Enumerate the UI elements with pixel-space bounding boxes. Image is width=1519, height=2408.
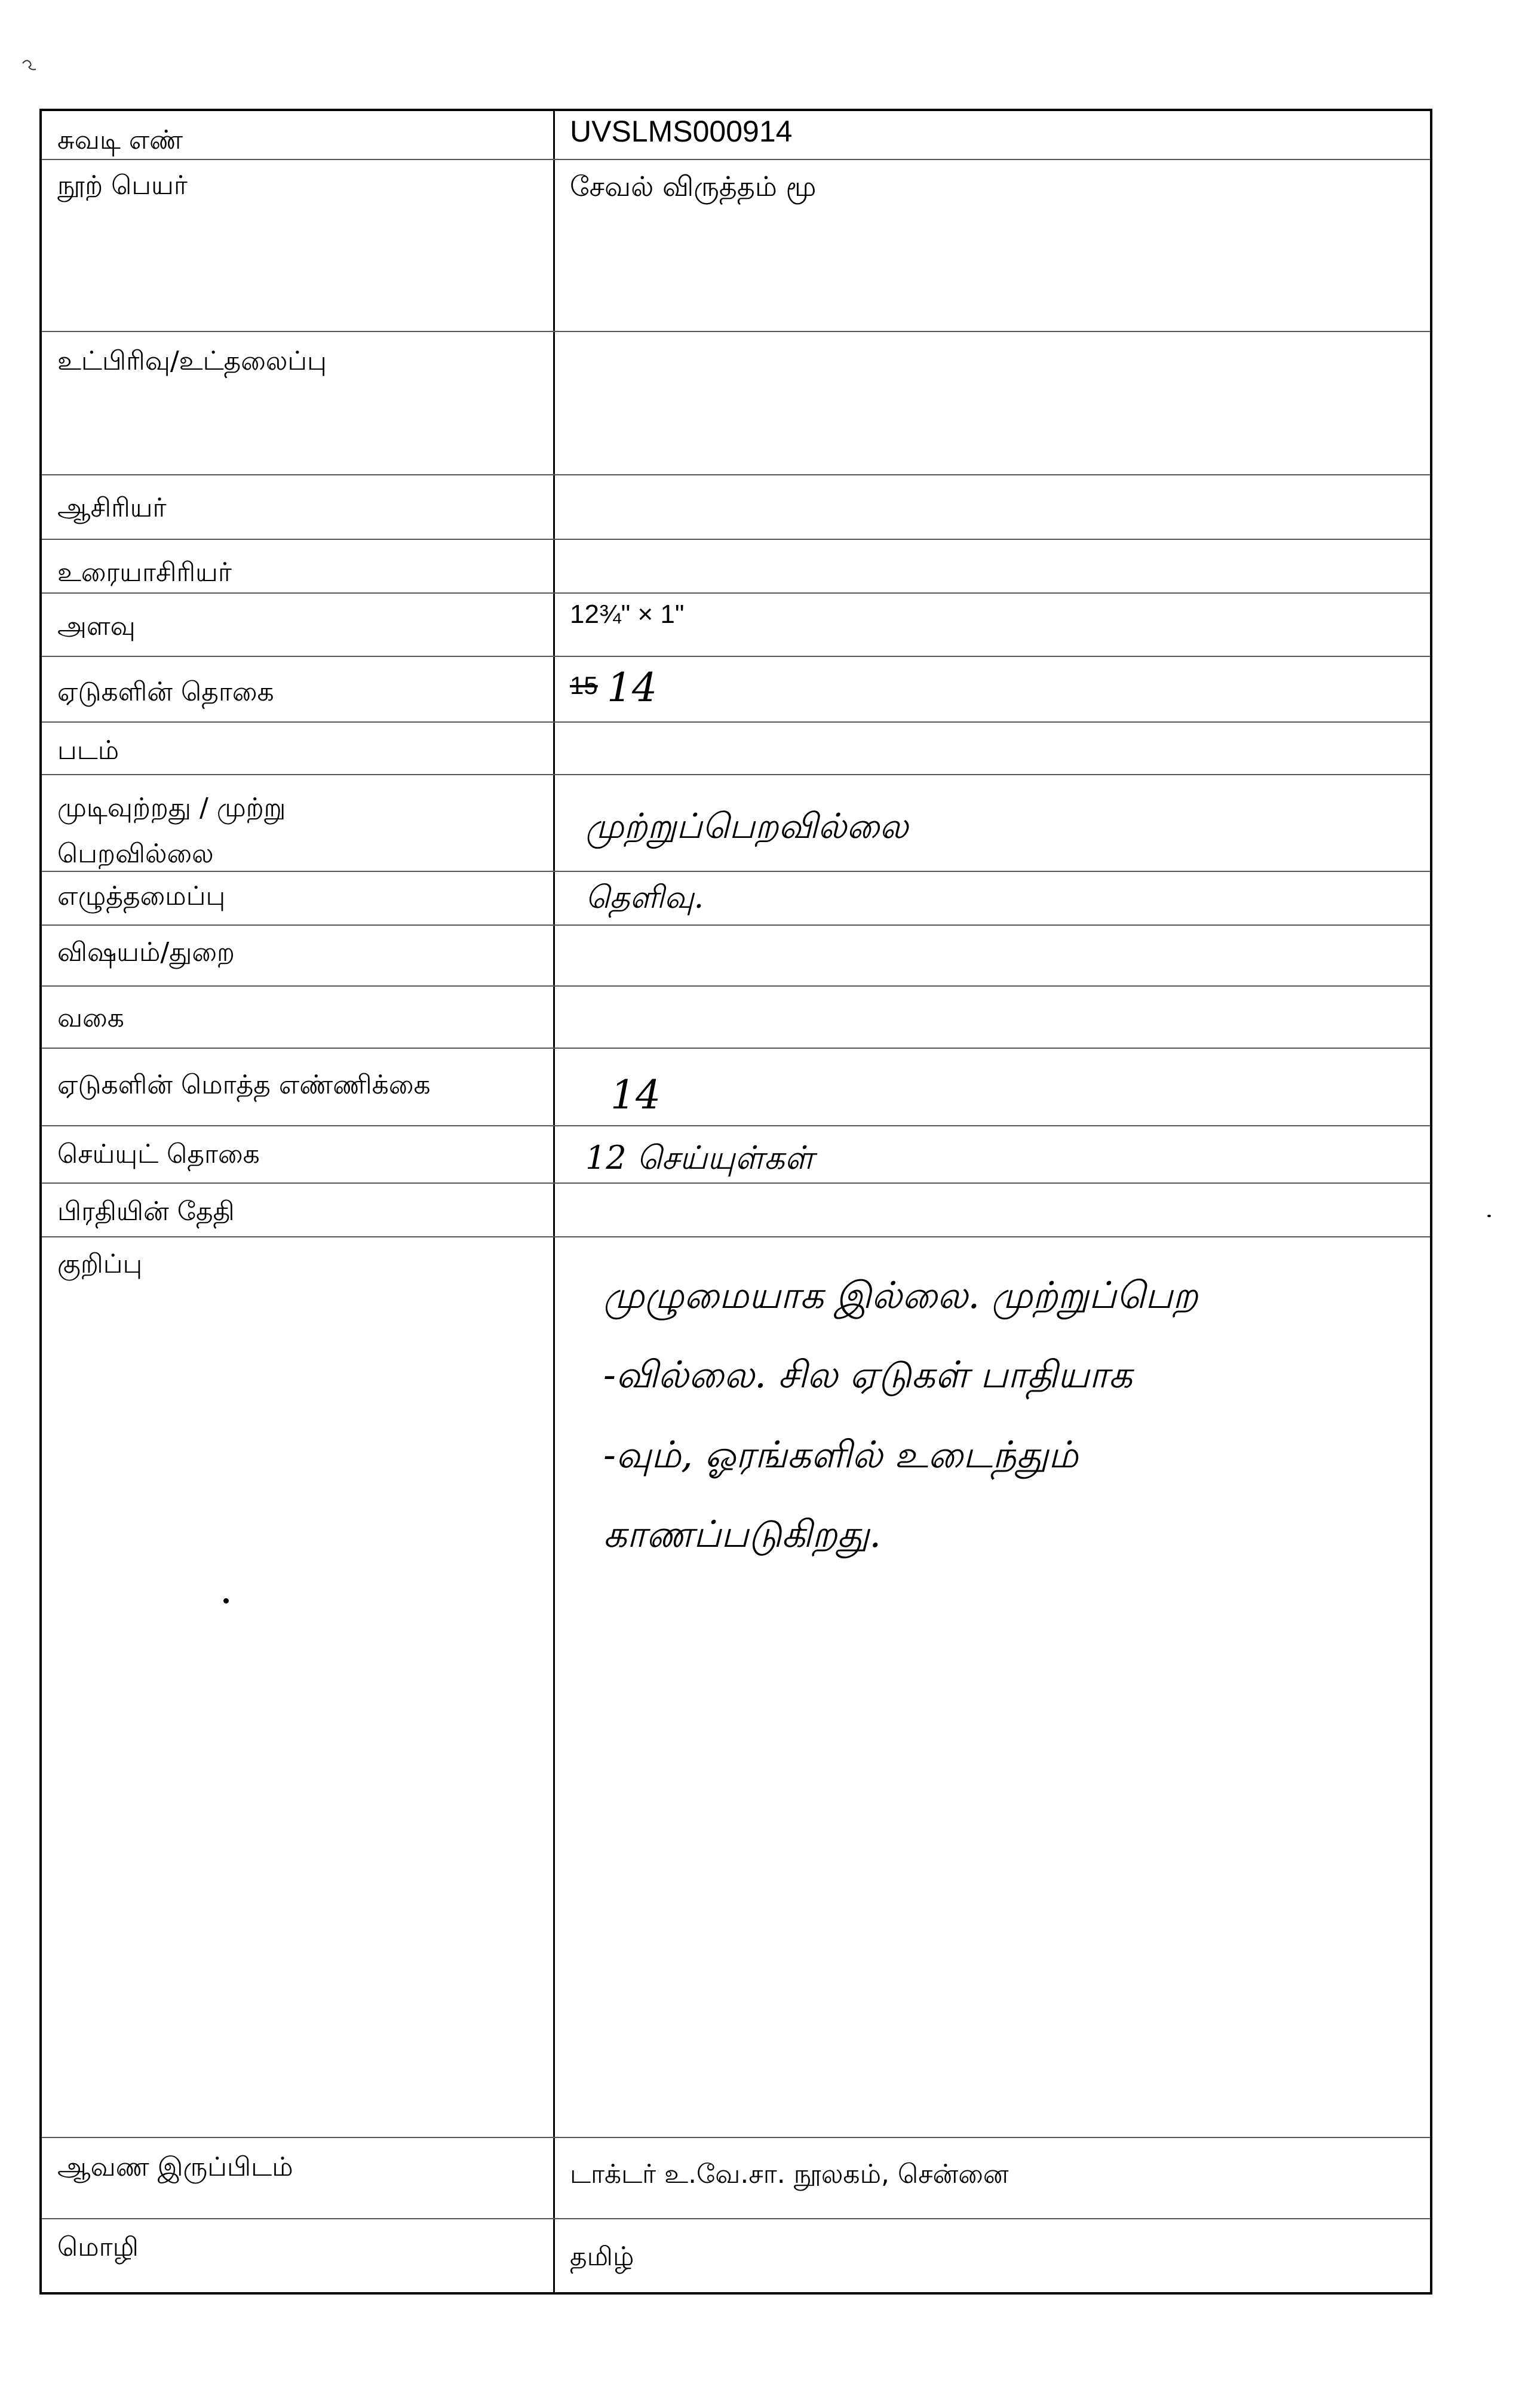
- value-size: 12¾" × 1": [570, 600, 685, 629]
- label-size: அளவு: [57, 611, 136, 641]
- row-commentator: [42, 540, 1430, 594]
- label-subject: விஷயம்/துறை: [57, 937, 235, 968]
- value-title: சேவல் விருத்தம் மூ: [570, 170, 817, 202]
- label-verse-count: செய்யுட் தொகை: [57, 1139, 260, 1169]
- value-completeness-handwritten: முற்றுப்பெறவில்லை: [585, 806, 909, 846]
- row-notes: [42, 1237, 1430, 2138]
- value-total-leaves-handwritten: 14: [610, 1072, 661, 1118]
- value-notes-handwritten: முழுமையாக இல்லை. முற்றுப்பெற -வில்லை. சில ஏடுகள் பாதியாக -வும், ஓரங்களில் உடைந்தும் காணப்படுகிறது.: [603, 1273, 1198, 1556]
- value-leaf-count-struck: 15: [570, 671, 598, 699]
- label-illustration: படம்: [57, 735, 119, 766]
- row-verse-count: [42, 1126, 1430, 1184]
- value-manuscript-number: UVSLMS000914: [570, 115, 793, 148]
- value-repository: டாக்டர் உ.வே.சா. நூலகம், சென்னை: [570, 2159, 1009, 2189]
- label-script-layout: எழுத்தமைப்பு: [57, 881, 226, 911]
- row-title: [42, 160, 1430, 332]
- value-leaf-count-handwritten: 14: [607, 665, 657, 711]
- label-author: ஆசிரியர்: [57, 493, 167, 523]
- row-illustration: [42, 723, 1430, 775]
- row-script-layout: [42, 872, 1430, 926]
- scan-speck: [1487, 1215, 1491, 1217]
- row-subject: [42, 926, 1430, 987]
- row-subdivision: [42, 332, 1430, 475]
- label-total-leaves: ஏடுகளின் மொத்த எண்ணிக்கை: [57, 1070, 431, 1100]
- row-repository: [42, 2138, 1430, 2219]
- label-copy-date: பிரதியின் தேதி: [57, 1196, 235, 1227]
- label-repository: ஆவண இருப்பிடம்: [57, 2152, 293, 2182]
- corner-scribble: [20, 57, 38, 75]
- label-category: வகை: [57, 1003, 124, 1033]
- row-manuscript-number: [42, 111, 1430, 160]
- scan-speck: [223, 1598, 229, 1604]
- label-leaf-count: ஏடுகளின் தொகை: [57, 677, 274, 707]
- row-total-leaves: [42, 1049, 1430, 1126]
- value-script-layout-handwritten: தெளிவு.: [585, 880, 704, 916]
- row-category: [42, 987, 1430, 1049]
- label-manuscript-number: சுவடி எண்: [57, 125, 183, 155]
- row-author: [42, 475, 1430, 540]
- label-completeness: முடிவுற்றது / முற்று பெறவில்லை: [57, 793, 286, 869]
- row-copy-date: [42, 1184, 1430, 1237]
- manuscript-record-table: [39, 109, 1432, 2295]
- row-size: [42, 594, 1430, 657]
- value-language: தமிழ்: [570, 2241, 634, 2272]
- row-completeness: [42, 775, 1430, 872]
- label-subdivision: உட்பிரிவு/உட்தலைப்பு: [57, 346, 327, 376]
- label-notes: குறிப்பு: [57, 1249, 143, 1279]
- row-leaf-count: [42, 657, 1430, 723]
- row-language: [42, 2219, 1430, 2292]
- value-verse-count-handwritten: 12 செய்யுள்கள்: [585, 1139, 814, 1177]
- label-commentator: உரையாசிரியர்: [57, 557, 232, 588]
- label-title: நூற் பெயர்: [57, 170, 188, 201]
- label-language: மொழி: [57, 2232, 139, 2262]
